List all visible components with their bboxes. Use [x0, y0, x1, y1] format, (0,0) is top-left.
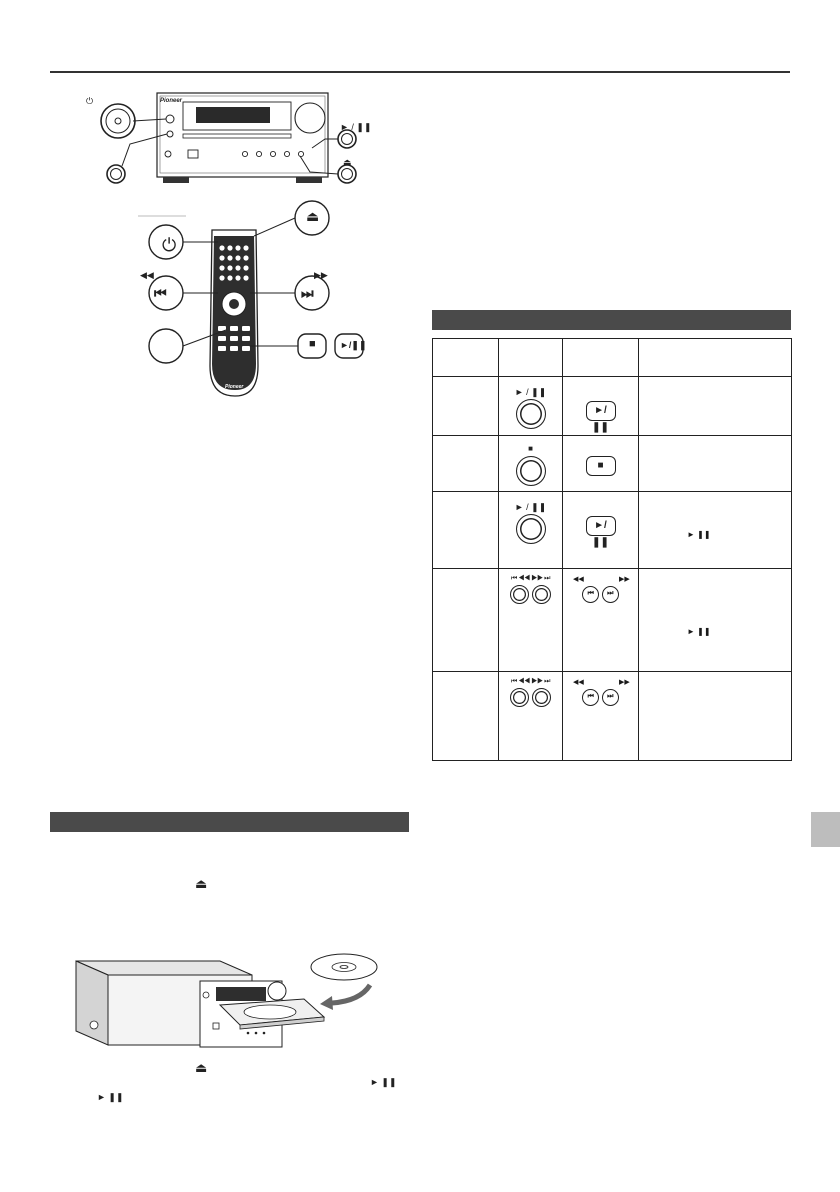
unit-stop-knob — [516, 456, 546, 486]
main-unit-illustration — [60, 84, 380, 200]
next-label: ▶▶ — [314, 270, 328, 280]
table-header-cell — [563, 339, 639, 377]
next-label: ▶▶ — [619, 679, 630, 686]
remote-play-pause-button: ►/❚❚ — [586, 401, 616, 421]
table-row — [433, 672, 792, 761]
table-row — [433, 436, 792, 492]
remote-skip-forward-button: ⏭ — [602, 586, 619, 603]
prev-label: ◀◀ — [573, 576, 584, 583]
table-header-cell — [639, 339, 792, 377]
play-pause-label: ► / ❚❚ — [514, 387, 547, 397]
skip-forward-icon: ⏭ — [301, 285, 314, 301]
inline-play-pause-icon: ► ❚❚ — [687, 530, 711, 539]
header-rule — [50, 71, 790, 73]
table-header-cell — [433, 339, 499, 377]
track-keys-label: ⏮ ◀◀ ▶▶ ⏭ — [511, 678, 550, 685]
stop-label: ■ — [528, 444, 533, 453]
table-row — [433, 569, 792, 672]
table-header-row — [433, 339, 792, 377]
prev-label: ◀◀ — [573, 679, 584, 686]
track-keys-label: ⏮ ◀◀ ▶▶ ⏭ — [511, 575, 550, 582]
remote-skip-forward-button: ⏭ — [602, 689, 619, 706]
power-button-icon: ⏻ — [162, 235, 177, 255]
remote-skip-back-button: ⏮ — [582, 586, 599, 603]
remote-play-pause-button: ►/❚❚ — [586, 516, 616, 536]
stop-icon: ■ — [309, 338, 316, 350]
inline-play-pause-icon: ► ❚❚ — [370, 1077, 397, 1087]
unit-play-pause-knob — [516, 399, 546, 429]
section-header-band-left — [50, 812, 409, 832]
remote-skip-back-button: ⏮ — [582, 689, 599, 706]
unit-skip-back-knob — [510, 585, 529, 604]
prev-label: ◀◀ — [140, 270, 154, 280]
operations-table — [432, 338, 792, 761]
device-logo: Pioneer — [160, 98, 183, 104]
unit-play-pause-knob — [516, 514, 546, 544]
inline-play-pause-icon: ► ❚❚ — [97, 1092, 124, 1102]
next-label: ▶▶ — [619, 576, 630, 583]
section-header-band-right — [432, 310, 791, 330]
unit-skip-forward-knob — [532, 688, 551, 707]
eject-label: ⏏ — [343, 157, 352, 167]
unit-skip-back-knob — [510, 688, 529, 707]
play-pause-button-icon: ►/❚❚ — [340, 340, 367, 350]
table-header-cell — [499, 339, 563, 377]
side-tab — [811, 812, 840, 847]
remote-illustration — [130, 196, 370, 406]
play-pause-label: ► / ❚❚ — [514, 502, 547, 512]
table-row — [433, 377, 792, 436]
inline-play-pause-icon: ► ❚❚ — [687, 627, 711, 636]
power-icon: ⏻ — [86, 96, 94, 106]
remote-logo: Pioneer — [225, 384, 244, 390]
play-pause-label: ► / ❚❚ — [340, 122, 372, 132]
eject-button-icon: ⏏ — [306, 208, 320, 224]
table-row — [433, 492, 792, 569]
skip-back-icon: ⏮ — [154, 285, 167, 301]
eject-icon: ⏏ — [195, 876, 208, 891]
remote-stop-button: ■ — [586, 456, 616, 476]
eject-icon: ⏏ — [195, 1060, 208, 1075]
unit-skip-forward-knob — [532, 585, 551, 604]
disc-loading-illustration — [70, 945, 390, 1055]
